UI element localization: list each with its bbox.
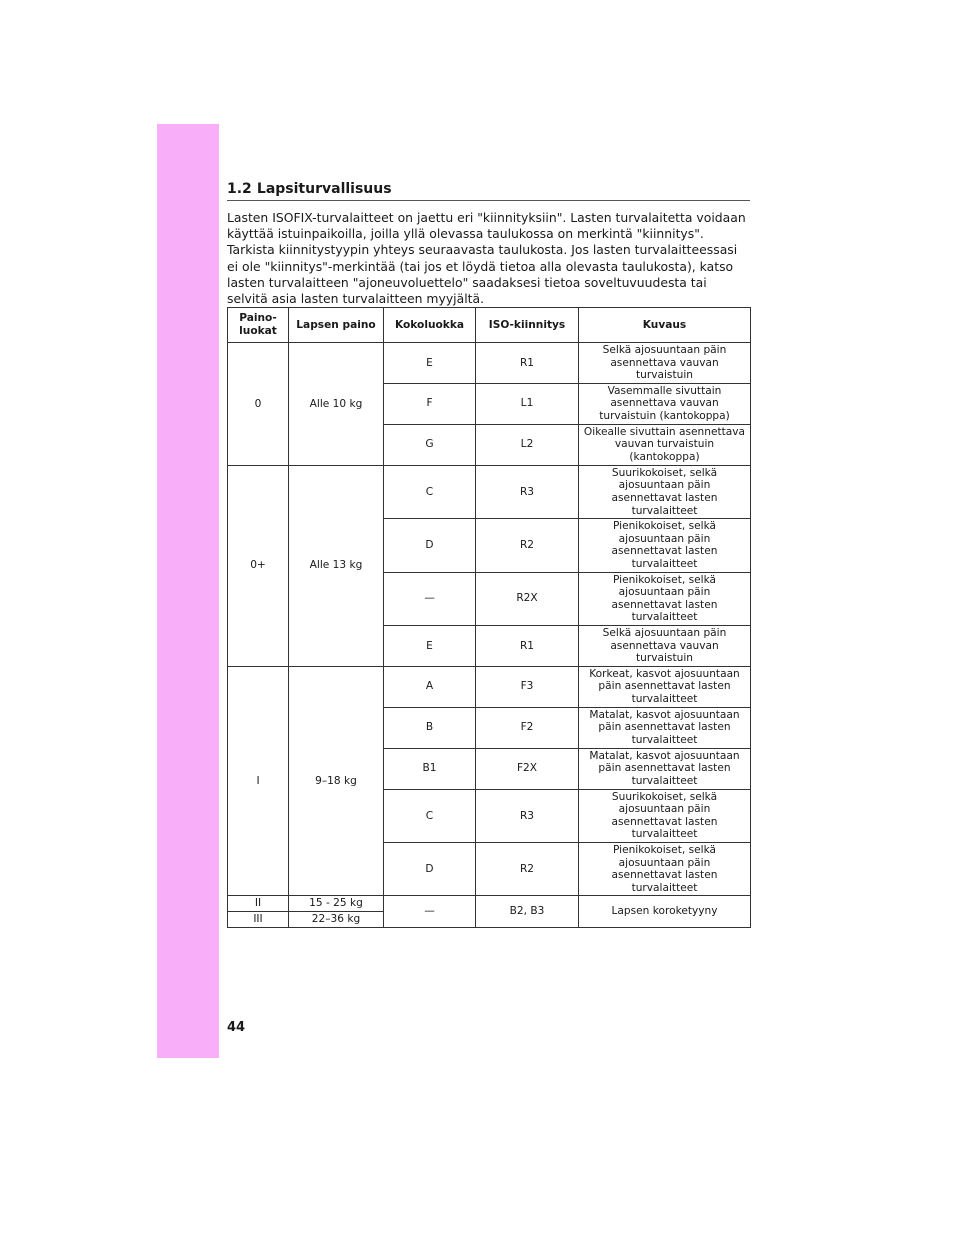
size-class-cell: B1 bbox=[384, 748, 476, 789]
iso-fixture-cell: R2X bbox=[476, 572, 579, 625]
iso-fixture-cell: L2 bbox=[476, 424, 579, 465]
child-weight-cell: 22–36 kg bbox=[289, 912, 384, 928]
iso-fixture-cell: F2X bbox=[476, 748, 579, 789]
size-class-cell: D bbox=[384, 843, 476, 896]
table-row bbox=[228, 666, 751, 707]
weight-class-cell: I bbox=[228, 666, 289, 896]
description-cell: Pienikokoiset, selkä ajosuuntaan päin asennettavat lasten turvalaitteet bbox=[579, 519, 751, 572]
size-class-cell: C bbox=[384, 789, 476, 842]
intro-paragraph: Lasten ISOFIX-turvalaitteet on jaettu eri "kiinnityksiin". Lasten turvalaitetta voidaan käyttää istuinpaikoilla, joilla yllä olevassa taulukossa on merkintä "kiinnitys". Tarkista kiinnitystyypin yhteys seuraavasta taulukosta. Jos lasten turvalaitteessasi ei ole "kiinnitys"-merkintää (tai jos et löydä tietoa alla olevasta taulukosta), katso lasten turvalaitteen "ajoneuvoluettelo" saadaksesi tietoa soveltuvuudesta tai selvitä asia lasten turvalaitteen myyjältä. bbox=[227, 210, 746, 307]
header-size-class: Kokoluokka bbox=[384, 308, 476, 343]
size-class-cell: E bbox=[384, 343, 476, 384]
description-cell: Selkä ajosuuntaan päin asennettava vauvan turvaistuin bbox=[579, 343, 751, 384]
size-class-cell: E bbox=[384, 625, 476, 666]
size-class-cell: C bbox=[384, 465, 476, 518]
table-row bbox=[228, 896, 751, 912]
iso-fixture-cell: F2 bbox=[476, 707, 579, 748]
iso-fixture-cell: R1 bbox=[476, 625, 579, 666]
child-weight-cell: Alle 10 kg bbox=[289, 343, 384, 466]
description-cell: Oikealle sivuttain asennettava vauvan turvaistuin (kantokoppa) bbox=[579, 424, 751, 465]
description-cell: Matalat, kasvot ajosuuntaan päin asennettavat lasten turvalaitteet bbox=[579, 748, 751, 789]
iso-fixture-cell: R3 bbox=[476, 789, 579, 842]
child-weight-cell: Alle 13 kg bbox=[289, 465, 384, 666]
section-header bbox=[227, 178, 750, 201]
description-cell: Pienikokoiset, selkä ajosuuntaan päin asennettavat lasten turvalaitteet bbox=[579, 572, 751, 625]
description-cell: Vasemmalle sivuttain asennettava vauvan turvaistuin (kantokoppa) bbox=[579, 383, 751, 424]
description-cell: Korkeat, kasvot ajosuuntaan päin asennettavat lasten turvalaitteet bbox=[579, 666, 751, 707]
description-cell: Suurikokoiset, selkä ajosuuntaan päin asennettavat lasten turvalaitteet bbox=[579, 789, 751, 842]
size-class-cell: B bbox=[384, 707, 476, 748]
iso-fixture-cell: R1 bbox=[476, 343, 579, 384]
size-class-cell: — bbox=[384, 572, 476, 625]
weight-class-cell: II bbox=[228, 896, 289, 912]
section-number: 1.2 bbox=[227, 181, 252, 197]
description-cell: Matalat, kasvot ajosuuntaan päin asennettavat lasten turvalaitteet bbox=[579, 707, 751, 748]
size-class-cell: G bbox=[384, 424, 476, 465]
weight-class-cell: III bbox=[228, 912, 289, 928]
size-class-cell: A bbox=[384, 666, 476, 707]
size-class-cell: F bbox=[384, 383, 476, 424]
weight-class-cell: 0+ bbox=[228, 465, 289, 666]
iso-fixture-cell: L1 bbox=[476, 383, 579, 424]
table-header-row bbox=[228, 308, 751, 343]
size-class-cell: — bbox=[384, 896, 476, 927]
isofix-table bbox=[227, 307, 751, 928]
iso-fixture-cell: B2, B3 bbox=[476, 896, 579, 927]
child-weight-cell: 15 - 25 kg bbox=[289, 896, 384, 912]
table-row bbox=[228, 465, 751, 518]
section-title: Lapsiturvallisuus bbox=[256, 181, 392, 197]
header-iso-fixture: ISO-kiinnitys bbox=[476, 308, 579, 343]
description-cell: Lapsen koroketyyny bbox=[579, 896, 751, 927]
iso-fixture-cell: R2 bbox=[476, 519, 579, 572]
child-weight-cell: 9–18 kg bbox=[289, 666, 384, 896]
table-row bbox=[228, 343, 751, 384]
weight-class-cell: 0 bbox=[228, 343, 289, 466]
iso-fixture-cell: R2 bbox=[476, 843, 579, 896]
header-description: Kuvaus bbox=[579, 308, 751, 343]
page-number: 44 bbox=[227, 1020, 246, 1035]
description-cell: Pienikokoiset, selkä ajosuuntaan päin asennettavat lasten turvalaitteet bbox=[579, 843, 751, 896]
iso-fixture-cell: F3 bbox=[476, 666, 579, 707]
iso-fixture-cell: R3 bbox=[476, 465, 579, 518]
description-cell: Selkä ajosuuntaan päin asennettava vauvan turvaistuin bbox=[579, 625, 751, 666]
header-weight-class: Paino-luokat bbox=[228, 308, 289, 343]
size-class-cell: D bbox=[384, 519, 476, 572]
description-cell: Suurikokoiset, selkä ajosuuntaan päin asennettavat lasten turvalaitteet bbox=[579, 465, 751, 518]
chapter-side-strip bbox=[157, 124, 219, 1058]
header-child-weight: Lapsen paino bbox=[289, 308, 384, 343]
